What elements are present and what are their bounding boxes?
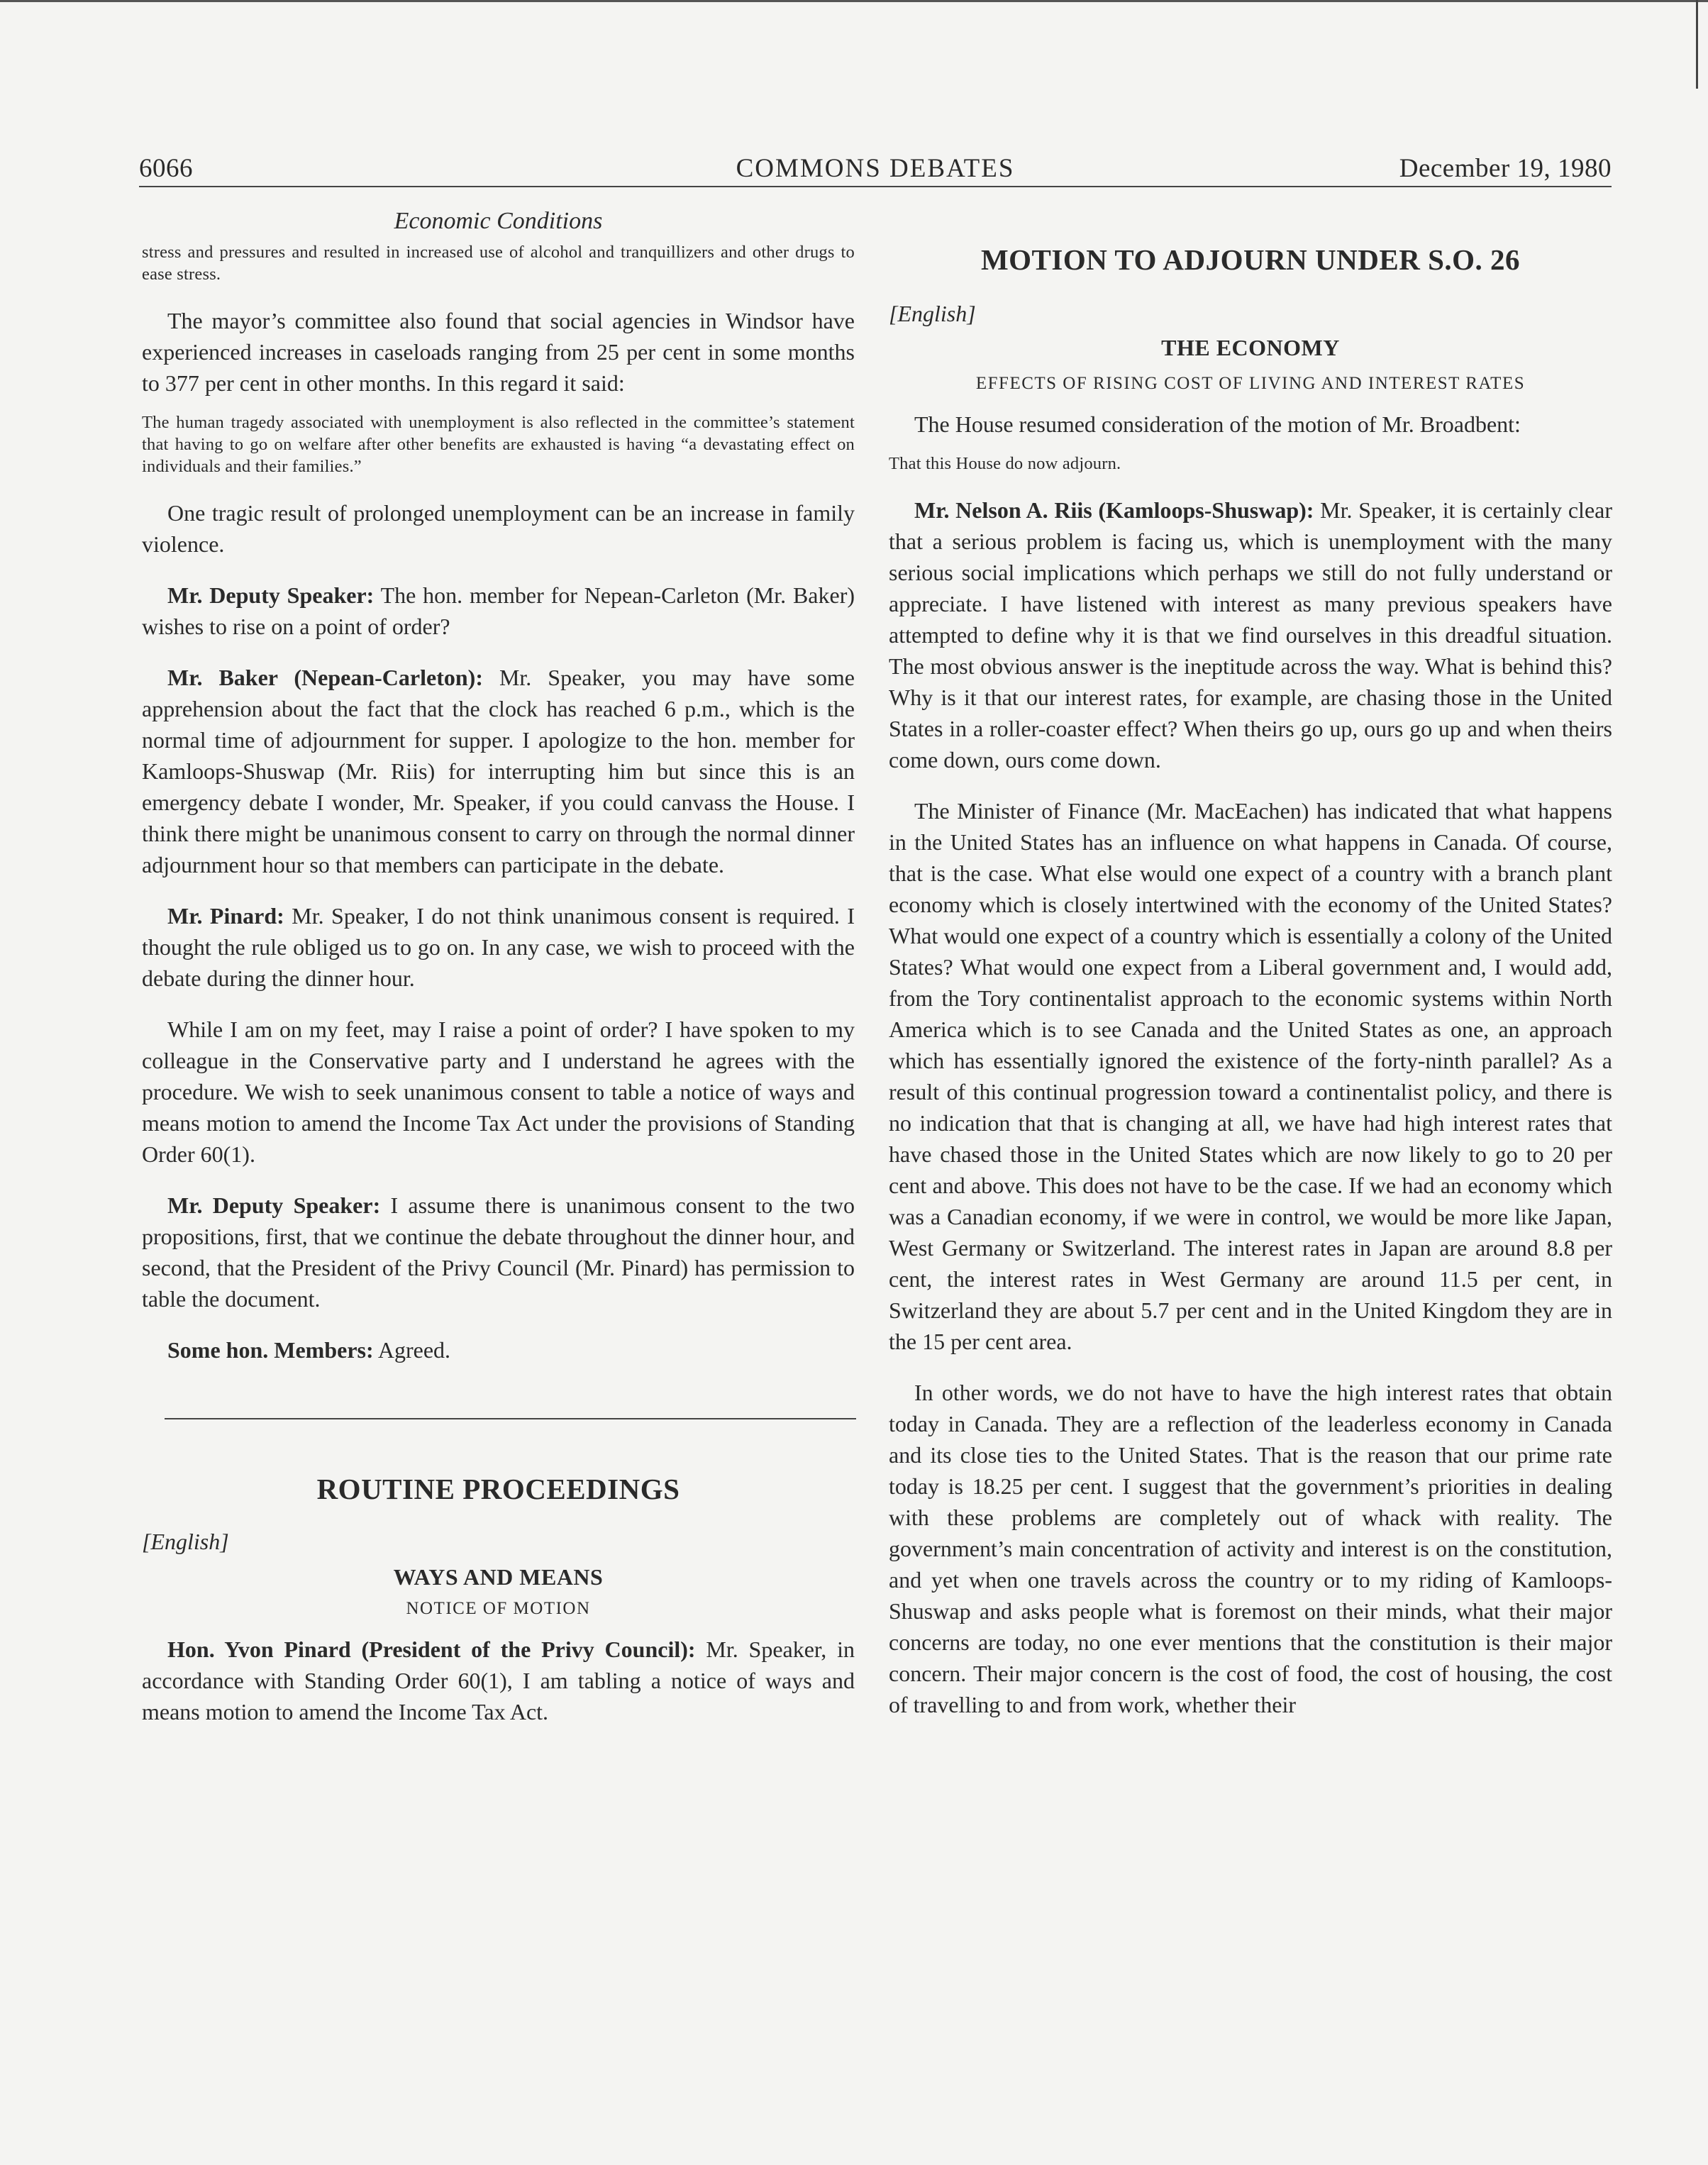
- quote-continuation: stress and pressures and resulted in increased use of alcohol and tranquillizers and other drugs to ease stress.: [142, 243, 855, 284]
- language-tag: [English]: [889, 301, 976, 326]
- page-date: December 19, 1980: [1399, 154, 1612, 183]
- speech-text: Mr. Speaker, in accordance with Standing Order 60(1), I am tabling a notice of ways and means motion to amend the Income Tax Act.: [142, 1637, 855, 1724]
- header-rule: [139, 186, 1612, 187]
- block-quote: The human tragedy associated with unemployment is also reflected in the committee’s statement that having to go on welfare after other benefits are exhausted is having “a devastating effect on individuals and their families.”: [142, 413, 855, 476]
- language-tag: [English]: [142, 1529, 229, 1554]
- page-header: [139, 153, 1612, 189]
- paragraph: The Minister of Finance (Mr. MacEachen) has indicated that what happens in the United States has an influence on what happens in Canada. Of course, that is the case. What else would one expect of a country with a branch plant economy which is closely intertwined with the economy of the United States? What would one expect of a country which is essentially a colony of the United States? What would one expect from a Liberal government and, I would add, from the Tory continentalist approach to the economic systems within North America which is to see Canada and the United States as one, an approach which has essentially ignored the existence of the forty-ninth parallel? As a result of this continual progression toward a continentalist policy, and there is no indication that that is changing at all, we have had high interest rates that have chased those in the United States which are now likely to go to 20 per cent and above. This does not have to be the case. If we had an economy which was a Canadian economy, if we were in control, we would be more like Japan, West Germany or Switzerland. The interest rates in Japan are around 8.8 per cent, the interest rates in West Germany are around 11.5 per cent, in Switzerland they are about 5.7 per cent and in the United Kingdom they are in the 15 per cent area.: [889, 798, 1612, 1354]
- speech: [142, 1634, 855, 1727]
- motion-text: That this House do now adjourn.: [889, 454, 1121, 473]
- speech: [142, 1190, 855, 1314]
- speaker-name: Mr. Baker (Nepean-Carleton):: [167, 665, 483, 690]
- subsection-title: WAYS AND MEANS: [393, 1564, 604, 1590]
- subsection-title: THE ECONOMY: [1161, 335, 1340, 360]
- speech: [889, 494, 1612, 775]
- paragraph: The House resumed consideration of the motion of Mr. Broadbent:: [914, 411, 1521, 437]
- speaker-name: Mr. Nelson A. Riis (Kamloops-Shuswap):: [914, 497, 1314, 523]
- paragraph: While I am on my feet, may I raise a point of order? I have spoken to my colleague in the Conservative party and I understand he agrees with the procedure. We wish to seek unanimous consent to table a notice of ways and means motion to amend the Income Tax Act under the provisions of Standing Order 60(1).: [142, 1017, 855, 1167]
- speech-text: Mr. Speaker, I do not think unanimous consent is required. I thought the rule obliged us to go on. In any case, we wish to proceed with the debate during the dinner hour.: [142, 903, 855, 991]
- speech-text: The hon. member for Nepean-Carleton (Mr. Baker) wishes to rise on a point of order?: [142, 582, 855, 639]
- subheading: EFFECTS OF RISING COST OF LIVING AND INTEREST RATES: [975, 374, 1526, 393]
- speech-text: Agreed.: [373, 1337, 451, 1363]
- section-title: MOTION TO ADJOURN UNDER S.O. 26: [980, 243, 1521, 276]
- page-edge-right: [1696, 0, 1698, 89]
- left-column: [142, 206, 855, 1727]
- speech-text: I assume there is unanimous consent to the two propositions, first, that we continue the debate throughout the dinner hour, and second, that the President of the Privy Council (Mr. Pinard) has permission to table the document.: [142, 1192, 855, 1312]
- speaker-name: Mr. Pinard:: [167, 903, 284, 929]
- right-column: [889, 206, 1612, 1720]
- speaker-name: Hon. Yvon Pinard (President of the Privy Council):: [167, 1637, 696, 1662]
- publication-title: COMMONS DEBATES: [736, 154, 1015, 183]
- page-number: 6066: [139, 154, 193, 183]
- section-title: ROUTINE PROCEEDINGS: [316, 1473, 680, 1505]
- speaker-name: Mr. Deputy Speaker:: [167, 1192, 381, 1218]
- speech: [142, 662, 855, 880]
- section-divider: [165, 1418, 856, 1419]
- speech: [142, 1334, 855, 1366]
- paragraph: The mayor’s committee also found that social agencies in Windsor have experienced increases in caseloads ranging from 25 per cent in some months to 377 per cent in other months. In this regard it said:: [142, 308, 855, 396]
- speech: [142, 900, 855, 994]
- speaker-name: Some hon. Members:: [167, 1337, 374, 1363]
- speaker-name: Mr. Deputy Speaker:: [167, 582, 375, 608]
- paragraph: One tragic result of prolonged unemployment can be an increase in family violence.: [142, 500, 855, 557]
- speech-text: Mr. Speaker, it is certainly clear that a serious problem is facing us, which is unemployment with the many serious social implications which perhaps we still do not fully understand or appreciate. I have listened with interest as many previous speakers have attempted to define why it is that we find ourselves in this dreadful situation. The most obvious answer is the ineptitude across the way. What is behind this? Why is it that our interest rates, for example, are chasing those in the United States in a roller-coaster effect? When theirs go up, ours go up and when theirs come down, ours come down.: [889, 497, 1613, 773]
- speech-text: Mr. Speaker, you may have some apprehension about the fact that the clock has reached 6 p.m., which is the normal time of adjournment for supper. I apologize to the hon. member for Kamloops-Shuswap (Mr. Riis) for interrupting him but since this is an emergency debate I wonder, Mr. Speaker, if you could canvass the House. I think there might be unanimous consent to carry on through the normal dinner adjournment hour so that members can participate in the debate.: [142, 665, 855, 877]
- paragraph: In other words, we do not have to have the high interest rates that obtain today in Canada. They are a reflection of the leaderless economy in Canada and its close ties to the United States. That is the reason that our prime rate today is 18.25 per cent. I suggest that the government’s priorities in dealing with these problems are completely out of whack with reality. The government’s main concentration of activity and interest is on the constitution, and yet when one travels across the country or to my riding of Kamloops-Shuswap and asks people what is foremost on their minds, what their major concerns are today, no one ever mentions that the constitution is their major concern. Their major concern is the cost of food, the cost of housing, the cost of travelling to and from work, whether their: [889, 1380, 1612, 1717]
- page-edge-top: [0, 0, 1708, 2]
- subheading: NOTICE OF MOTION: [406, 1599, 591, 1618]
- speech: [142, 580, 855, 642]
- running-head: Economic Conditions: [394, 208, 603, 234]
